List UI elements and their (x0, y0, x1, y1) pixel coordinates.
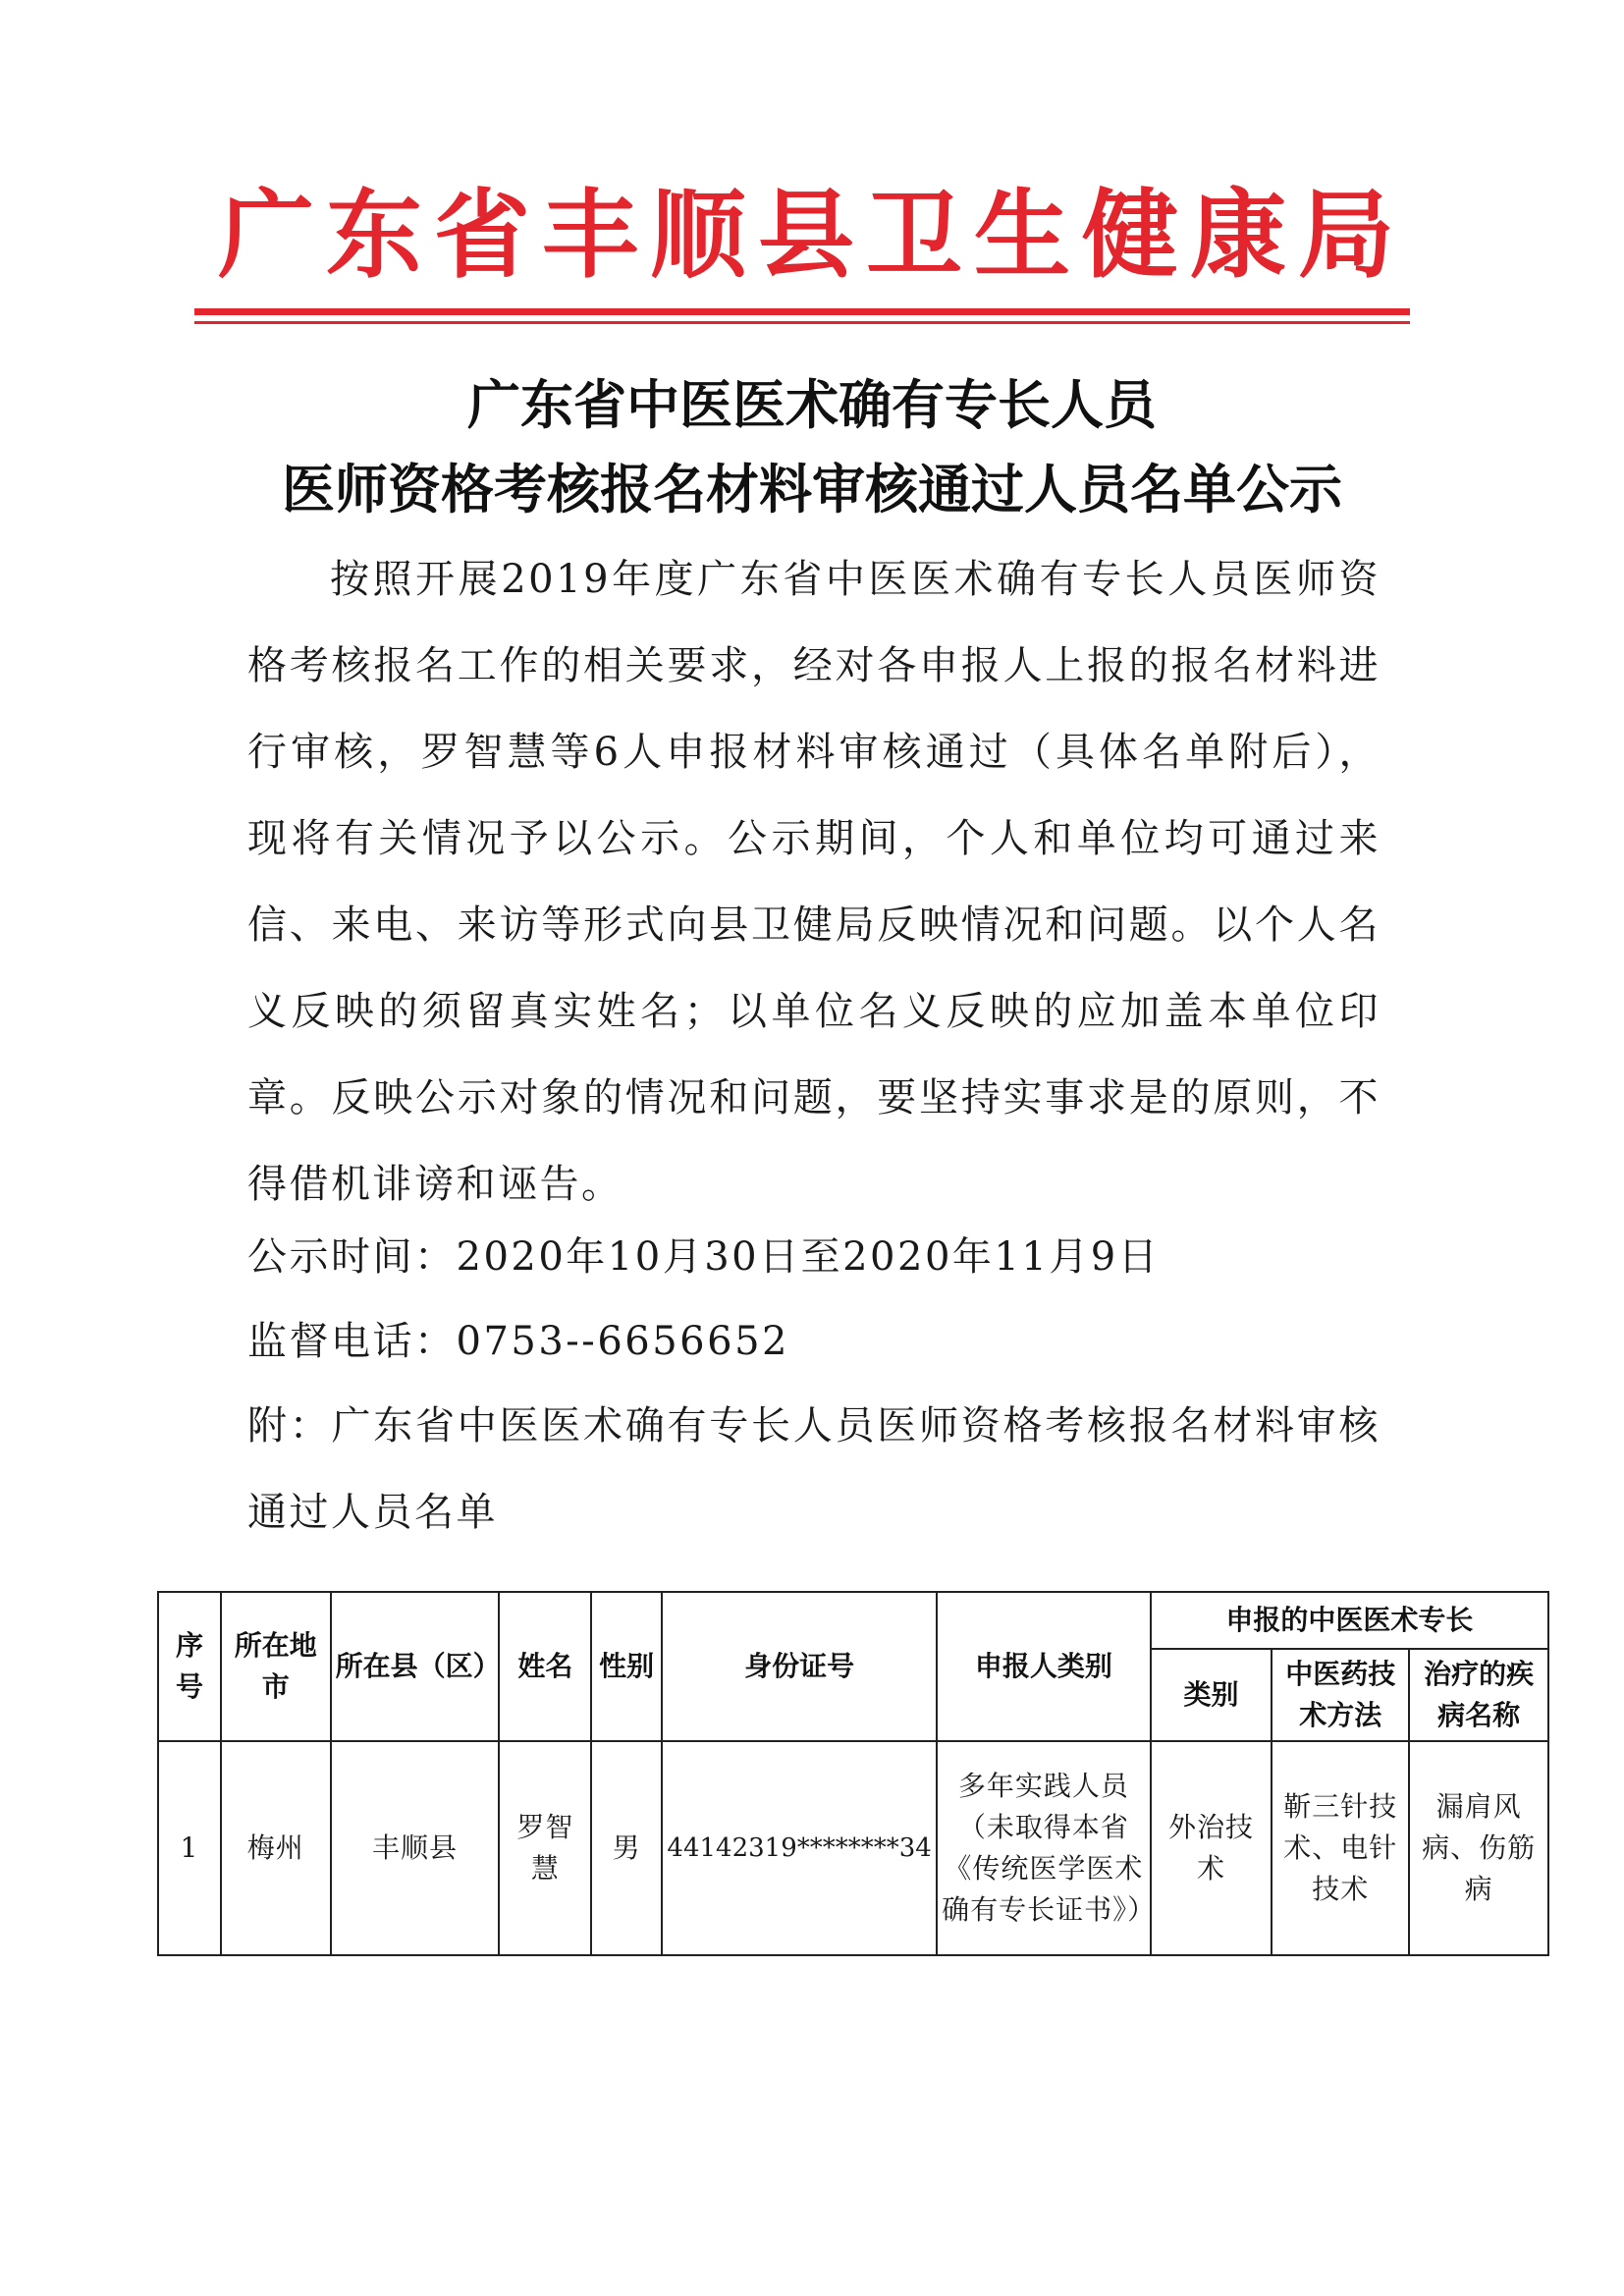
cell-county: 丰顺县 (331, 1741, 500, 1955)
header-disease: 治疗的疾病名称 (1409, 1649, 1548, 1741)
header-id-number: 身份证号 (662, 1592, 937, 1741)
cell-disease: 漏肩风病、伤筋病 (1409, 1741, 1548, 1955)
letterhead-rule-thick (194, 308, 1410, 315)
header-applicant-type: 申报人类别 (937, 1592, 1151, 1741)
cell-name: 罗智慧 (499, 1741, 591, 1955)
notice-body-paragraph: 按照开展2019年度广东省中医医术确有专长人员医师资格考核报名工作的相关要求，经对各申报人上报的报名材料进行审核，罗智慧等6人申报材料审核通过（具体名单附后），现将有关情况予以公示。公示期间，个人和单位均可通过来信、来电、来访等形式向县卫健局反映情况和问题。以个人名义反映的须留真实姓名；以单位名义反映的应加盖本单位印章。反映公示对象的情况和问题，要坚持实事求是的原则，不得借机诽谤和诬告。 (247, 557, 1380, 1207)
attachment-note: 附：广东省中医医术确有专长人员医师资格考核报名材料审核通过人员名单 (247, 1403, 1380, 1535)
table-row (158, 1741, 1548, 1955)
letterhead-rule-thin (194, 321, 1410, 324)
issuer-letterhead: 广东省丰顺县卫生健康局 (217, 180, 1406, 292)
header-county: 所在县（区） (331, 1592, 500, 1741)
header-gender: 性别 (591, 1592, 662, 1741)
header-seq: 序号 (158, 1592, 221, 1741)
approved-applicants-table (157, 1591, 1549, 1956)
cell-gender: 男 (591, 1741, 662, 1955)
cell-city: 梅州 (221, 1741, 331, 1955)
document-title-line-1: 广东省中医医术确有专长人员 (467, 374, 1157, 436)
supervision-phone: 监督电话：0753--6656652 (247, 1319, 789, 1364)
header-category: 类别 (1151, 1649, 1272, 1741)
document-title-line-2: 医师资格考核报名材料审核通过人员名单公示 (282, 459, 1342, 520)
cell-id-number: 44142319********34 (662, 1741, 937, 1955)
header-specialty-group: 申报的中医医术专长 (1151, 1592, 1548, 1649)
notice-period: 公示时间：2020年10月30日至2020年11月9日 (247, 1234, 1161, 1280)
cell-applicant-type: 多年实践人员（未取得本省《传统医学医术确有专长证书》） (937, 1741, 1151, 1955)
header-method: 中医药技术方法 (1272, 1649, 1409, 1741)
header-name: 姓名 (499, 1592, 591, 1741)
cell-method: 靳三针技术、电针技术 (1272, 1741, 1409, 1955)
header-city: 所在地市 (221, 1592, 331, 1741)
cell-category: 外治技术 (1151, 1741, 1272, 1955)
cell-seq: 1 (158, 1741, 221, 1955)
